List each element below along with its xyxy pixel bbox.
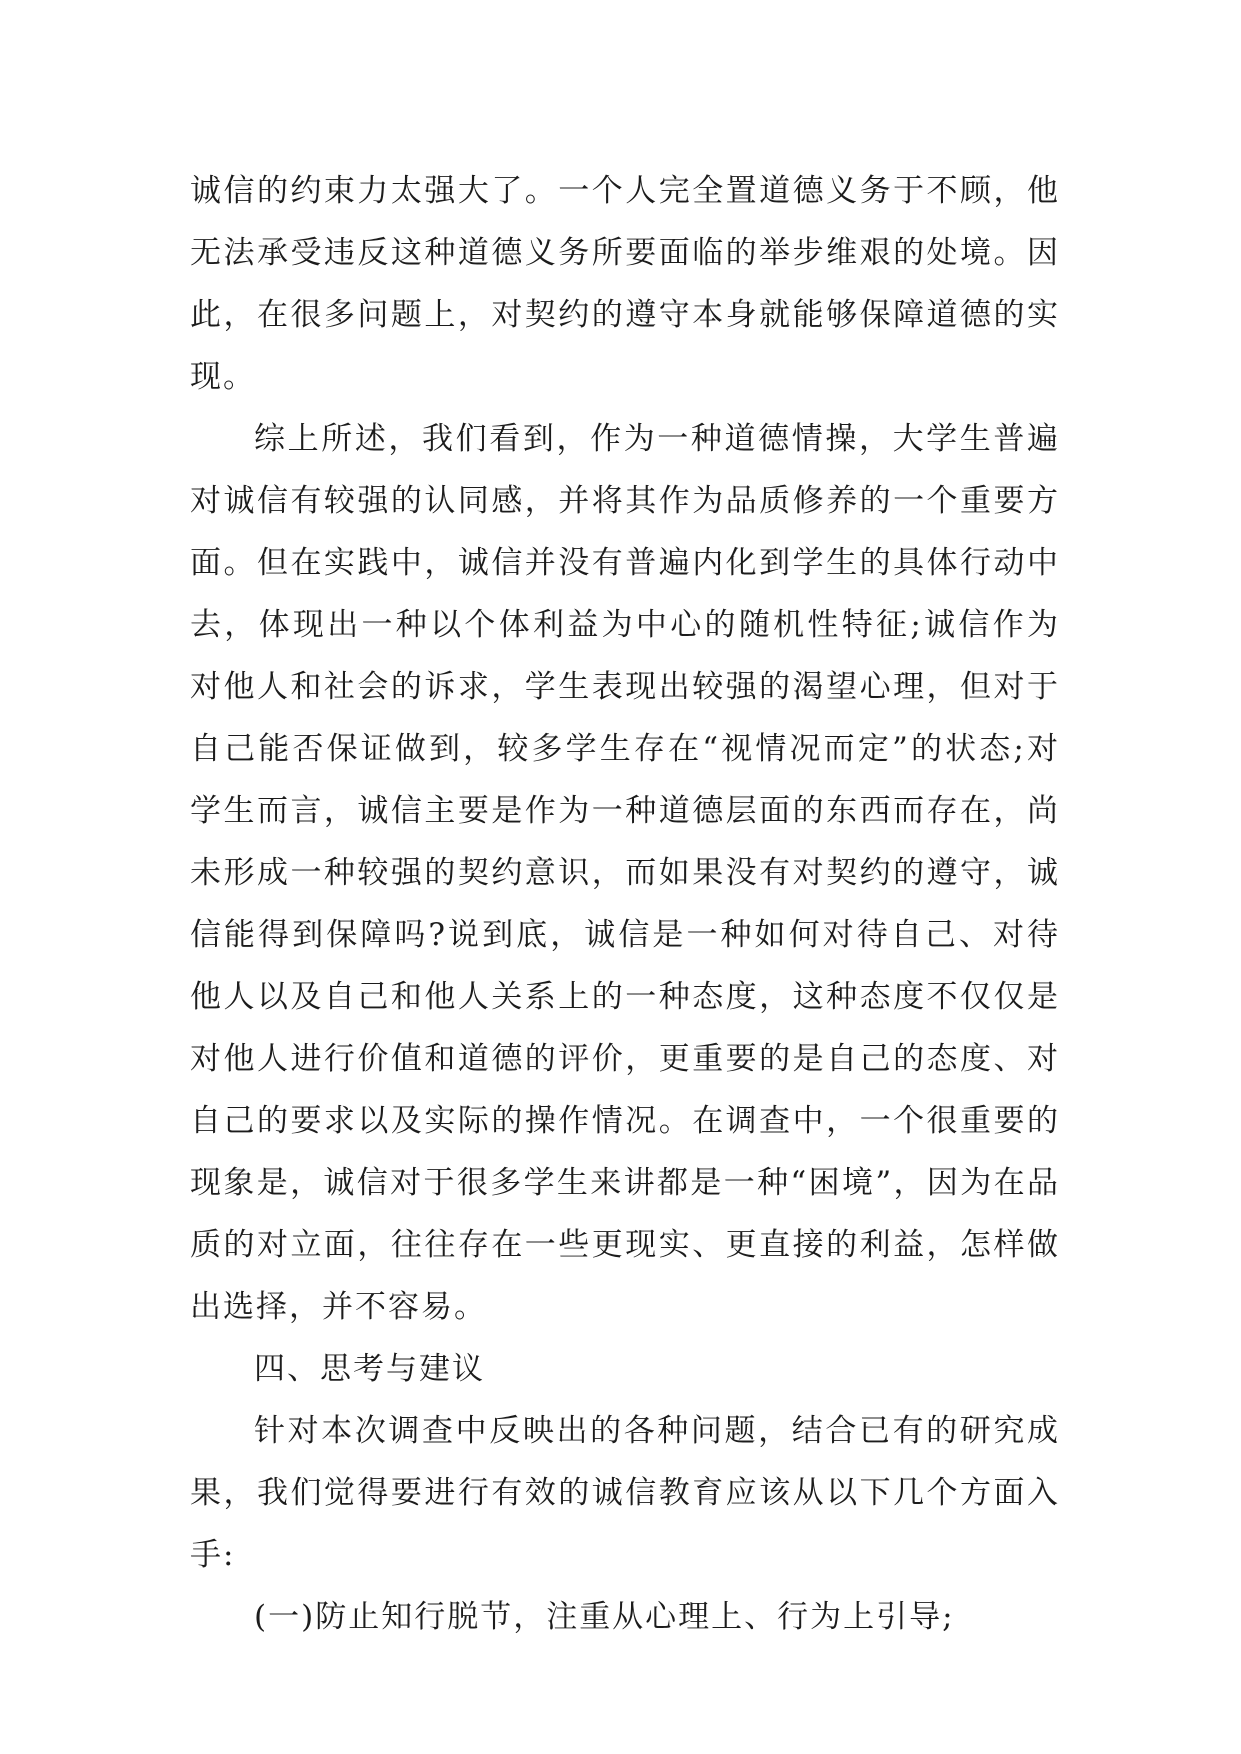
paragraph-recommendations-intro: 针对本次调查中反映出的各种问题，结合已有的研究成果，我们觉得要进行有效的诚信教育应该从以下几个方面入手:	[190, 1413, 1060, 1573]
document-body	[190, 160, 1060, 1648]
paragraph-intro-continuation: 诚信的约束力太强大了。一个人完全置道德义务于不顾，他无法承受违反这种道德义务所要面临的举步维艰的处境。因此，在很多问题上，对契约的遵守本身就能够保障道德的实现。	[190, 173, 1060, 395]
subheading-item-one: (一)防止知行脱节，注重从心理上、行为上引导;	[254, 1599, 955, 1635]
paragraph-summary: 综上所述，我们看到，作为一种道德情操，大学生普遍对诚信有较强的认同感，并将其作为品质修养的一个重要方面。但在实践中，诚信并没有普遍内化到学生的具体行动中去，体现出一种以个体利益为中心的随机性特征;诚信作为对他人和社会的诉求，学生表现出较强的渴望心理，但对于自己能否保证做到，较多学生存在“视情况而定”的状态;对学生而言，诚信主要是作为一种道德层面的东西而存在，尚未形成一种较强的契约意识，而如果没有对契约的遵守，诚信能得到保障吗?说到底，诚信是一种如何对待自己、对待他人以及自己和他人关系上的一种态度，这种态度不仅仅是对他人进行价值和道德的评价，更重要的是自己的态度、对自己的要求以及实际的操作情况。在调查中，一个很重要的现象是，诚信对于很多学生来讲都是一种“困境”，因为在品质的对立面，往往存在一些更现实、更直接的利益，怎样做出选择，并不容易。	[190, 421, 1060, 1325]
section-heading-reflections: 四、思考与建议	[254, 1351, 485, 1387]
